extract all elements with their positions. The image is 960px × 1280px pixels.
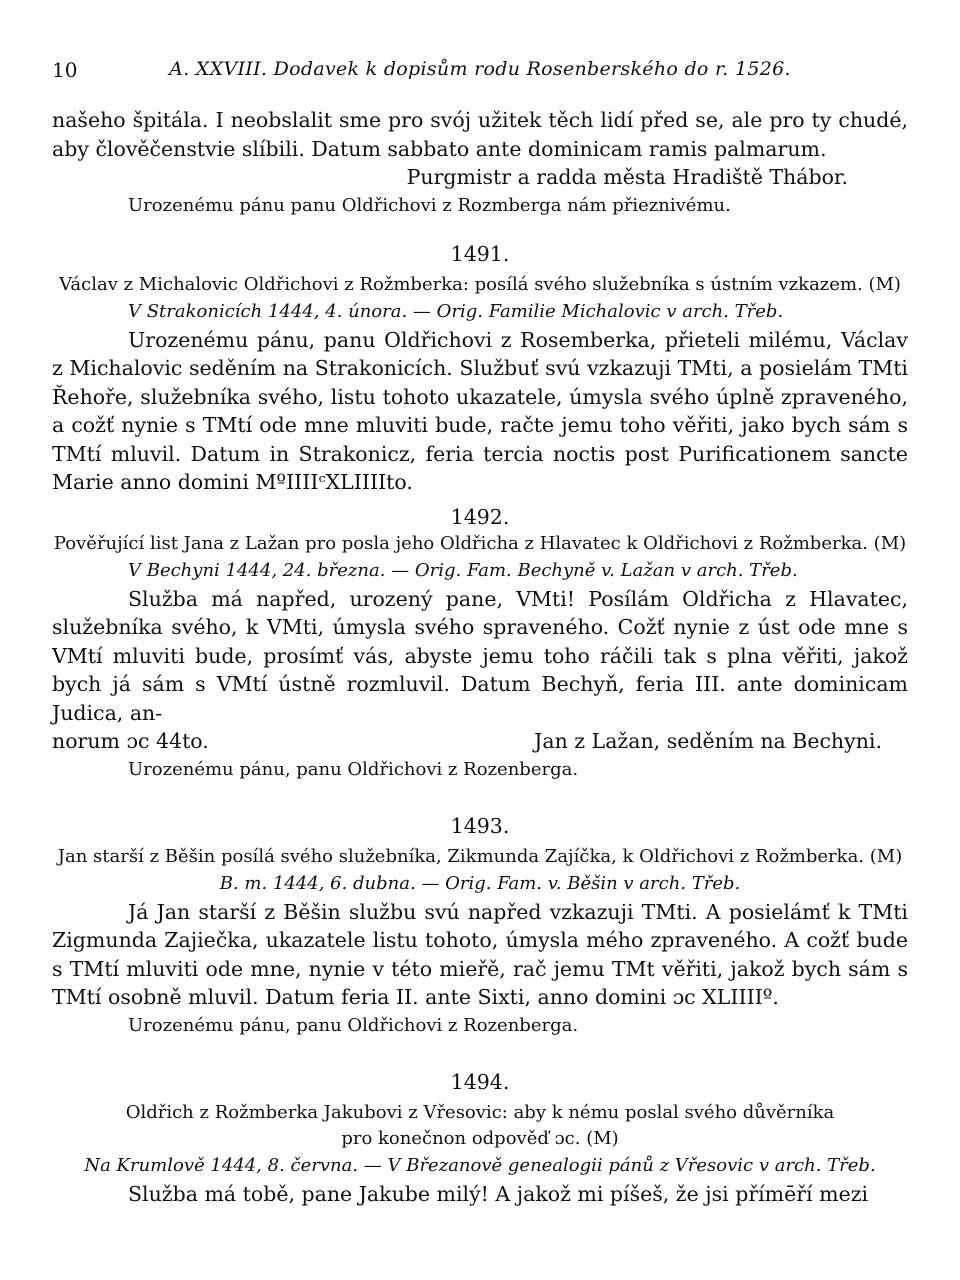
entry-regest-1494: Oldřich z Rožmberka Jakubovi z Vřesovic: aby k nému poslal svého důvěrníka pro konečnon odpověď ɔc. (M) <box>125 1101 835 1149</box>
entry-text-1494: Služba má tobě, pane Jakube milý! A jakož mi píšeš, že jsi přímēří mezi <box>128 1181 869 1206</box>
continued-letter-text: našeho špitála. I neobslalit sme pro svój užitek těch lidí před se, ale pro ty chudé, aby člověčenstvie slíbili. Datum sabbato ante dominicam ramis palmarum. <box>52 108 908 161</box>
running-title: A. XXVIII. Dodavek k dopisům rodu Rosenberského do r. 1526. <box>169 58 791 80</box>
page-number: 10 <box>52 58 78 82</box>
entry-source-1494: Na Krumlově 1444, 8. června. — V Březanově genealogii pánů z Vřesovic v arch. Třeb. <box>84 1154 876 1176</box>
entry-source-1493: B. m. 1444, 6. dubna. — Orig. Fam. v. Běšin v arch. Třeb. <box>219 872 741 894</box>
page-body <box>52 106 908 1208</box>
entry-closing-1492 <box>52 727 908 756</box>
entry-number-1493: 1493. <box>450 813 510 838</box>
entry-text-1491: Urozenému pánu, panu Oldřichovi z Rosemberka, přieteli milému, Václav z Michalovic seděním na Strakonicích. Službuť svú vzkazuji TMti, a posielám TMti Řehoře, služebníka svého, listu tohoto ukazatele, úmysla svého úplně zpraveného, a cožť nynie s TMtí ode mne mluviti bude, račte jemu toho věřiti, jako bych sám s TMtí mluvil. Datum in Strakonicz, feria tercia noctis post Purificationem sancte Marie anno domini MºIIIIᶜXLIIIIto. <box>52 327 908 494</box>
entry-address-1493: Urozenému pánu, panu Oldřichovi z Rozenberga. <box>128 1014 579 1036</box>
letter-signature: Purgmistr a radda města Hradiště Thábor. <box>406 165 848 189</box>
entry-source-1491: V Strakonicích 1444, 4. února. — Orig. Familie Michalovic v arch. Třeb. <box>128 300 784 322</box>
entry-number-1494: 1494. <box>450 1069 510 1094</box>
entry-regest-1493: Jan starší z Běšin posílá svého služebníka, Zikmunda Zajíčka, k Oldřichovi z Rožmberka. (M) <box>57 845 903 867</box>
entry-number-1491: 1491. <box>450 241 510 266</box>
entry-regest-1491: Václav z Michalovic Oldřichovi z Rožmberka: posílá svého služebníka s ústním vzkazem. (M) <box>59 273 901 295</box>
entry-text-1492: Služba má napřed, urozený pane, VMti! Posílám Oldřicha z Hlavatec, služebníka svého, k VMti, úmysla svého spraveného. Cožť nynie z úst ode mne s VMtí mluviti bude, prosímť vás, abyste jemu toho ráčili tak s plna věřiti, jakož bych já sám s VMtí ústně rozmluvil. Datum Bechyň, feria III. ante dominicam Judica, an- <box>52 586 908 725</box>
entry-text-1493: Já Jan starší z Běšin službu svú napřed vzkazuji TMti. A posielámť k TMti Zigmunda Zajiečka, ukazatele listu tohoto, úmysla mého zpraveného. A cožť bude s TMtí mluviti ode mne, nynie v této mieřě, rač jemu TMt věřiti, jakož bych sám s TMtí osobně mluvil. Datum feria II. ante Sixti, anno domini ɔc XLIIIIº. <box>52 899 908 1009</box>
entry-regest-1492: Pověřující list Jana z Lažan pro posla jeho Oldřicha z Hlavatec k Oldřichovi z Rožmberka. (M) <box>53 532 907 554</box>
entry-source-1492: V Bechyni 1444, 24. března. — Orig. Fam. Bechyně v. Lažan v arch. Třeb. <box>128 559 798 581</box>
closing-date: norum ɔc 44to. <box>52 729 209 753</box>
closing-signature: Jan z Lažan, seděním na Bechyni. <box>534 729 882 753</box>
page-header <box>52 58 908 86</box>
entry-address-1492: Urozenému pánu, panu Oldřichovi z Rozenberga. <box>128 758 579 780</box>
entry-number-1492: 1492. <box>450 504 510 529</box>
letter-address: Urozenému pánu panu Oldřichovi z Rozmberga nám přieznivému. <box>128 194 731 216</box>
